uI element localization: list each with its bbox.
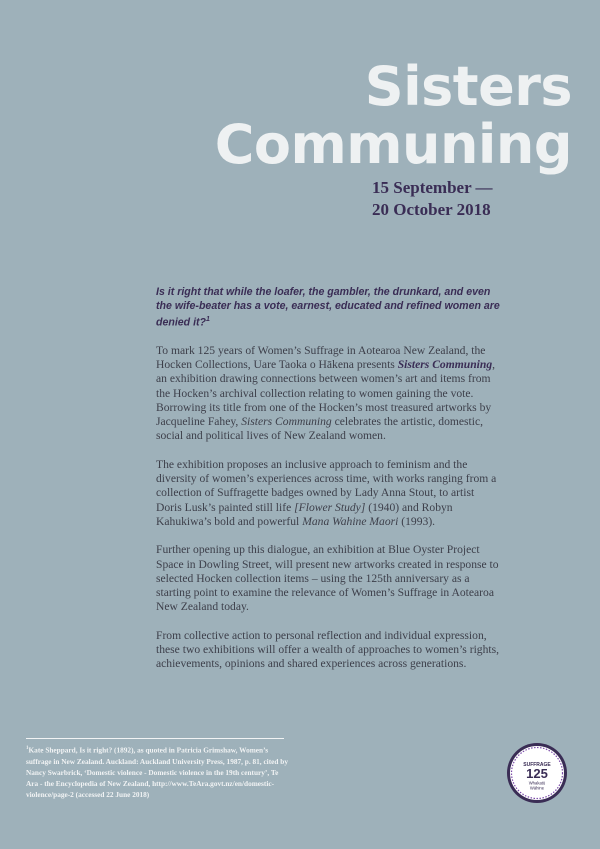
logo-line-1: Whakatū [528, 780, 546, 786]
paragraph-2-text-e: (1993). [398, 514, 436, 528]
paragraph-2-text-c: (1940) and Robyn Kahukiwa’s bold and powerful [156, 500, 453, 528]
logo-line-2: Wāhine [529, 785, 545, 791]
paragraph-1-title-italic: Sisters Communing [241, 415, 332, 429]
quote-footnote-ref: 1 [206, 316, 210, 324]
paragraph-1-text-a: To mark 125 years of Women’s Suffrage in Aotearoa New Zealand, the Hocken Collections, Uare Taoka o Hākena presents [156, 343, 486, 371]
paragraph-2 [156, 458, 500, 529]
exhibition-dates [372, 177, 493, 221]
logo-number: 125 [526, 766, 548, 781]
title-line-2: Communing [214, 113, 572, 176]
paragraph-2-text-a: The exhibition proposes an inclusive approach to feminism and the diversity of women’s experiences across time, with works ranging from a collection of Suffragette badges owned by Lady Anna Stout, to artist Doris Lusk’s painted still life [156, 457, 497, 514]
paragraph-1-title-emphasis: Sisters Communing [397, 357, 493, 371]
body-content [156, 286, 500, 686]
paragraph-1 [156, 344, 500, 444]
paragraph-4: From collective action to personal reflection and individual expression, these two exhibitions will offer a wealth of approaches to women’s rights, achievements, opinions and shared experiences across generations. [156, 628, 500, 671]
title-line-1: Sisters [364, 55, 572, 118]
logo-top-text: SUFFRAGE [523, 762, 551, 768]
paragraph-3: Further opening up this dialogue, an exhibition at Blue Oyster Project Space in Dowling Street, will present new artworks created in response to selected Hocken collection items – using the 125th anniversary as a starting point to examine the relevance of Women’s Suffrage in Aotearoa New Zealand today. [156, 543, 499, 614]
suffrage-125-logo [506, 742, 568, 804]
dates-line-2: 20 October 2018 [372, 200, 491, 219]
paragraph-2-artwork-1: [Flower Study] [294, 500, 366, 514]
footnote-ref: 1 [26, 746, 29, 751]
page-title [214, 55, 572, 176]
footnote-divider [26, 738, 284, 739]
footnote [26, 743, 288, 800]
paragraph-1-text-c: , an exhibition drawing connections between women’s art and items from the Hocken’s archival collection relating to women gaining the vote. Borrowing its title from one of the Hocken’s most treasured artworks by Jacqueline Fahey, [156, 357, 496, 429]
paragraph-1-text-e: celebrates the artistic, domestic, social and political lives of New Zealand women. [156, 415, 484, 443]
quote-text: Is it right that while the loafer, the gambler, the drunkard, and even the wife-beater has a vote, earnest, educated and refined women are denied it? [156, 286, 500, 329]
dates-line-1: 15 September — [372, 178, 493, 197]
paragraph-2-artwork-2: Mana Wahine Maori [302, 514, 399, 528]
footnote-text: Kate Sheppard, Is it right? (1892), as quoted in Patricia Grimshaw, Women’s suffrage in New Zealand. Auckland: Auckland University Press, 1987, p. 81, cited by Nancy Swarbrick, ‘Domestic violence - Domestic violence in the 19th century’, Te Ara - the Encyclopedia of New Zealand, http://www.TeAra.govt.nz/en/domestic-violence/page-2 (accessed 22 June 2018) [26, 745, 288, 800]
epigraph-quote [156, 286, 500, 331]
